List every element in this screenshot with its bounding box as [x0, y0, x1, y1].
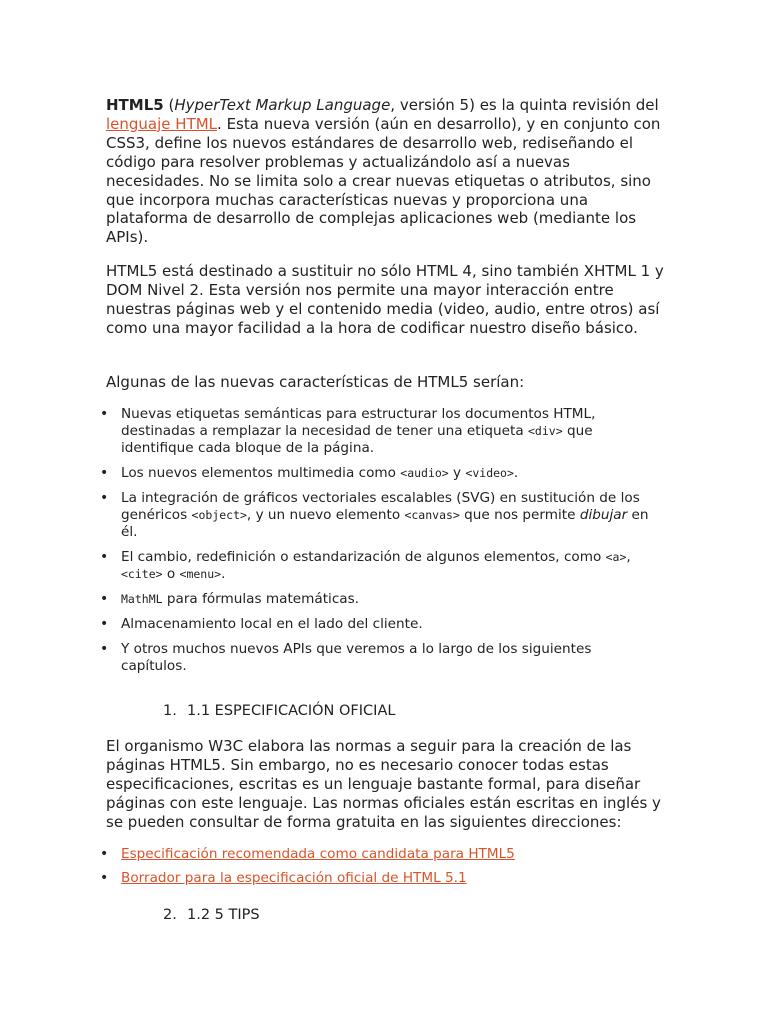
features-intro-paragraph: Algunas de las nuevas características de HTML5 serían:	[106, 373, 525, 391]
code-audio: <audio>	[400, 466, 449, 480]
section-heading-tips	[163, 906, 260, 924]
spec-draft-link[interactable]: Borrador para la especificación oficial de HTML 5.1	[121, 870, 467, 886]
item-text: ,	[626, 549, 631, 565]
item-text: en él.	[121, 507, 649, 540]
item-text: que identifique cada bloque de la página.	[121, 423, 593, 456]
heading-text: 1.1 ESPECIFICACIÓN OFICIAL	[187, 703, 396, 719]
code-video: <video>	[465, 466, 514, 480]
bullet-icon: •	[100, 870, 109, 886]
list-item	[100, 591, 660, 608]
spec-links-list	[100, 846, 660, 894]
item-text: El cambio, redefinición o estandarización de algunos elementos, como	[121, 549, 606, 565]
bullet-icon: •	[100, 549, 109, 565]
bullet-icon: •	[100, 591, 109, 607]
item-text: , y un nuevo elemento	[246, 507, 405, 523]
section-heading-especificacion	[163, 702, 395, 720]
item-text: Almacenamiento local en el lado del cliente.	[121, 616, 423, 632]
replacement-paragraph: HTML5 está destinado a sustituir no sólo HTML 4, sino también XHTML 1 y DOM Nivel 2. Esta versión nos permite una mayor interacción entre nuestras páginas web y el contenido media (video, audio, entre otros) así como una mayor facilidad a la hora de codificar nuestro diseño básico.	[106, 262, 664, 337]
paren-text: (	[163, 96, 175, 114]
code-a: <a>	[605, 550, 627, 564]
code-mathml: MathML	[121, 592, 163, 606]
list-item	[100, 870, 660, 887]
item-text: La integración de gráficos vectoriales escalables (SVG) en sustitución de los genéricos	[121, 490, 640, 523]
features-list	[100, 406, 660, 683]
spec-candidate-link[interactable]: Especificación recomendada como candidata para HTML5	[121, 846, 515, 862]
list-item	[100, 406, 660, 457]
html5-term: HTML5	[106, 96, 164, 114]
lenguaje-html-link[interactable]: lenguaje HTML	[106, 114, 218, 133]
dibujar-emphasis: dibujar	[579, 507, 628, 523]
list-item	[100, 616, 660, 633]
item-text: .	[513, 465, 519, 481]
code-cite: <cite>	[121, 567, 163, 581]
html5-expansion: HyperText Markup Language	[174, 96, 391, 114]
item-text: .	[221, 566, 226, 582]
code-canvas: <canvas>	[404, 508, 460, 522]
item-text: o	[162, 566, 180, 582]
item-text: Y otros muchos nuevos APIs que veremos a lo largo de los siguientes capítulos.	[121, 641, 592, 674]
bullet-icon: •	[100, 406, 109, 422]
list-item	[100, 490, 660, 541]
item-text: para fórmulas matemáticas.	[162, 591, 360, 607]
item-text: y	[448, 465, 466, 481]
intro-text-1: , versión 5) es la quinta revisión del	[390, 96, 659, 114]
item-text: Nuevas etiquetas semánticas para estructurar los documentos HTML, destinadas a remplazar la necesidad de tener una etiqueta	[121, 406, 596, 439]
w3c-paragraph: El organismo W3C elabora las normas a seguir para la creación de las páginas HTML5. Sin embargo, no es necesario conocer todas estas especificaciones, escritas es un lenguaje bastante formal, para diseñar páginas con este lenguaje. Las normas oficiales están escritas en inglés y se pueden consultar de forma gratuita en las siguientes direcciones:	[106, 737, 661, 831]
bullet-icon: •	[100, 641, 109, 657]
code-div: <div>	[528, 424, 563, 438]
code-menu: <menu>	[179, 567, 222, 581]
item-text: que nos permite	[459, 507, 580, 523]
bullet-icon: •	[100, 490, 109, 506]
heading-number: 2.	[163, 907, 177, 923]
list-item	[100, 549, 660, 583]
item-text: Los nuevos elementos multimedia como	[121, 465, 401, 481]
intro-paragraph	[106, 96, 666, 247]
bullet-icon: •	[100, 465, 109, 481]
heading-number: 1.	[163, 703, 177, 719]
list-item	[100, 846, 660, 863]
intro-text-2: . Esta nueva versión (aún en desarrollo), y en conjunto con CSS3, define los nuevos estándares de desarrollo web, rediseñando el código para resolver problemas y actualizándolo así a nuevas necesidades. No se limita solo a crear nuevas etiquetas o atributos, sino que incorpora muchas características nuevas y proporciona una plataforma de desarrollo de complejas aplicaciones web (mediante los APIs).	[106, 114, 661, 247]
list-item	[100, 641, 660, 675]
heading-text: 1.2 5 TIPS	[187, 907, 260, 923]
list-item	[100, 465, 660, 482]
bullet-icon: •	[100, 616, 109, 632]
code-object: <object>	[191, 508, 247, 522]
bullet-icon: •	[100, 846, 109, 862]
